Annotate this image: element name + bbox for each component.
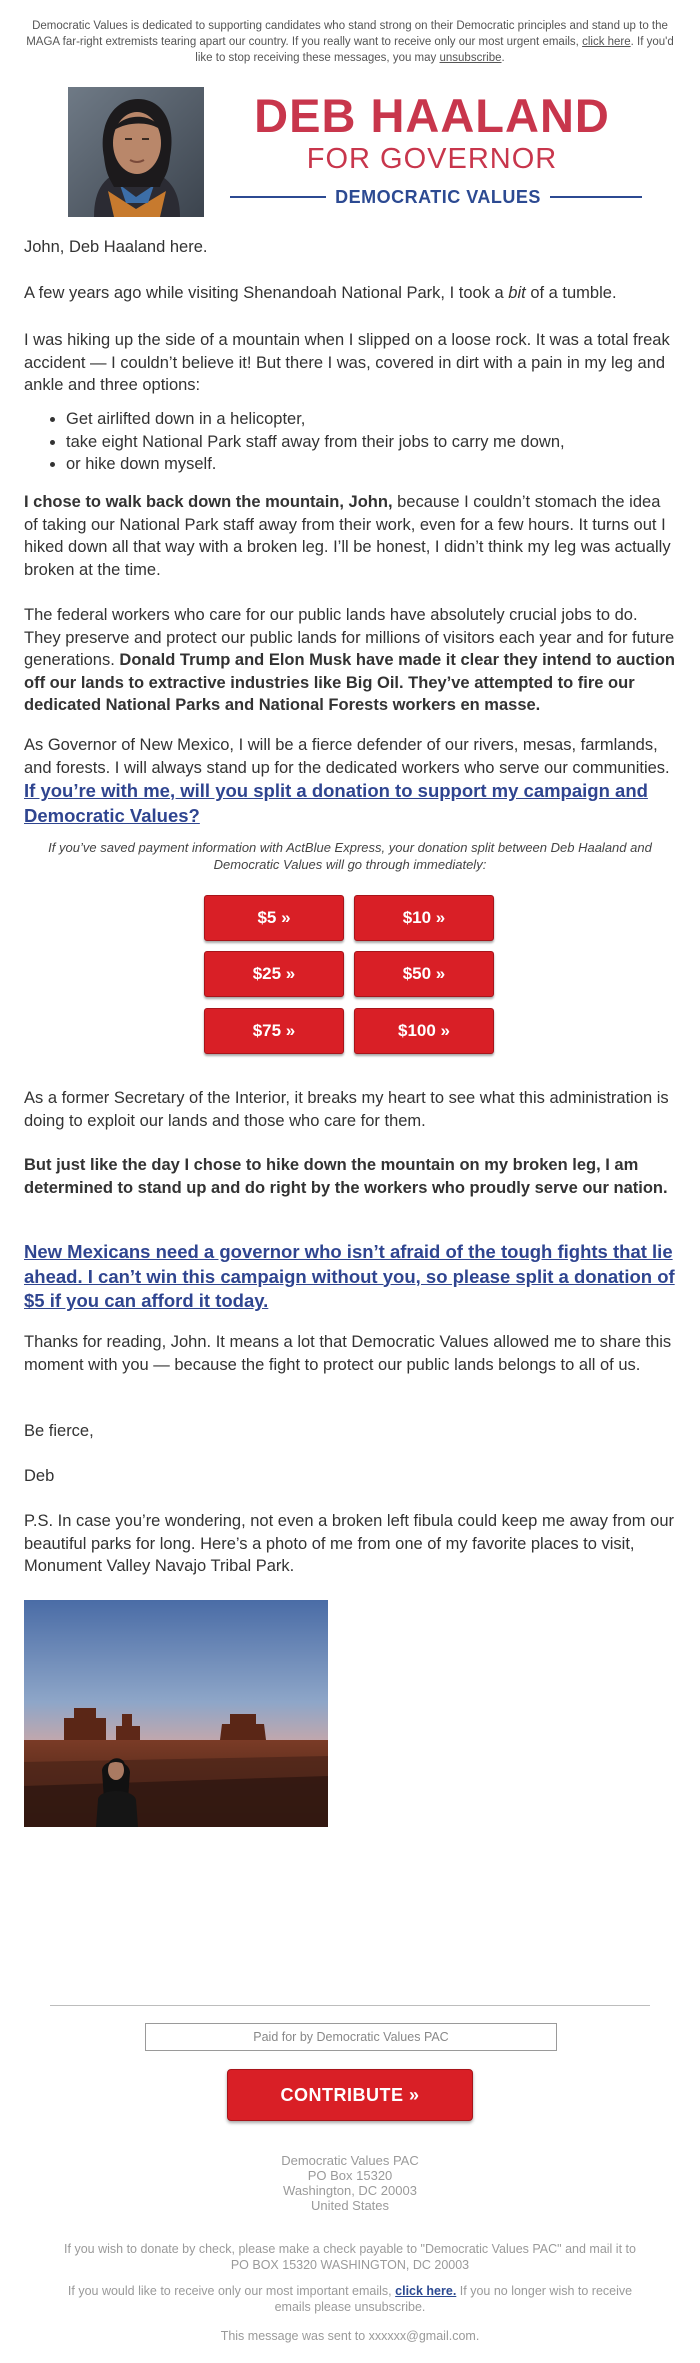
campaign-header bbox=[68, 84, 628, 220]
org-logo: DEMOCRATIC VALUES bbox=[335, 187, 541, 207]
split-donation-link[interactable]: If you’re with me, will you split a donation to support my campaign and Democratic Values? bbox=[24, 780, 648, 826]
donate-5-button[interactable]: $5 » bbox=[204, 895, 344, 941]
header-disclaimer: Democratic Values is dedicated to supporting candidates who stand strong on their Democratic principles and stand up to the MAGA far-right extremists tearing apart our country. If you really want to receive only our most urgent emails, click here. If you'd like to stop receiving these messages, you may unsubscribe. bbox=[26, 20, 674, 64]
check-donation-note: If you wish to donate by check, please make a check payable to "Democratic Values PAC" and mail it to PO BOX 15320 WASHINGTON, DC 20003 bbox=[64, 2242, 636, 2272]
signature: Deb bbox=[24, 1467, 55, 1485]
options-list bbox=[24, 408, 676, 476]
candidate-name: DEB HAALAND bbox=[254, 89, 610, 142]
unsubscribe-link[interactable]: unsubscribe bbox=[439, 52, 502, 64]
paragraph-federal-workers: The federal workers who care for our public lands have absolutely crucial jobs to do. They preserve and protect our public lands for millions of visitors each year and for future generations. Donald Trump and Elon Musk have made it clear they intend to auction off our lands to extractive industries like Big Oil. They’ve attempted to fire our dedicated National Parks and National Forests workers en masse. bbox=[24, 606, 675, 714]
donate-75-button[interactable]: $75 » bbox=[204, 1008, 344, 1054]
candidate-office: FOR GOVERNOR bbox=[306, 143, 558, 175]
important-emails-link[interactable]: click here. bbox=[395, 2284, 457, 2298]
monument-valley-photo bbox=[24, 1600, 328, 1827]
list-item: • or hike down myself. bbox=[66, 453, 676, 476]
list-item: • take eight National Park staff away from their jobs to carry me down, bbox=[66, 431, 676, 454]
deb-haaland-portrait bbox=[68, 87, 204, 217]
paragraph-new-mexicans bbox=[24, 1240, 676, 1314]
click-here-link[interactable]: click here bbox=[582, 36, 631, 48]
list-item: • Get airlifted down in a helicopter, bbox=[66, 408, 676, 431]
greeting: John, Deb Haaland here. bbox=[24, 238, 208, 256]
email-preferences-note: If you would like to receive only our most important emails, click here. If you no longer wish to receive emails please unsubscribe. bbox=[67, 2284, 633, 2314]
paragraph-tumble: A few years ago while visiting Shenandoah National Park, I took a bit of a tumble. bbox=[24, 284, 617, 302]
contribute-button[interactable]: CONTRIBUTE » bbox=[227, 2069, 473, 2121]
paragraph-chose-to-walk: I chose to walk back down the mountain, John, because I couldn’t stomach the idea of taking our National Park staff away from their work, even for a few hours. It turns out I hiked down all that way with a broken leg. I’ll be honest, I didn’t think my leg was actually broken at the time. bbox=[24, 493, 671, 579]
donate-10-button[interactable]: $10 » bbox=[354, 895, 494, 941]
paragraph-governor: As Governor of New Mexico, I will be a fierce defender of our rivers, mesas, farmlands, and forests. I will always stand up for the dedicated workers who serve our communities. If you’re with me, will you split a donation to support my campaign and Democratic Values? bbox=[24, 736, 670, 826]
paragraph-determined: But just like the day I chose to hike down the mountain on my broken leg, I am determined to stand up and do right by the workers who proudly serve our nation. bbox=[24, 1156, 668, 1197]
footer-divider bbox=[50, 2005, 650, 2006]
postscript: P.S. In case you’re wondering, not even a broken left fibula could keep me away from our beautiful parks for long. Here’s a photo of me from one of my favorite places to visit, Monument Valley Navajo Tribal Park. bbox=[24, 1512, 674, 1575]
paragraph-secretary: As a former Secretary of the Interior, it breaks my heart to see what this administration is doing to exploit our lands and those who care for them. bbox=[24, 1089, 669, 1130]
divider-left bbox=[230, 196, 326, 198]
divider-right bbox=[550, 196, 642, 198]
paid-for-disclaimer: Paid for by Democratic Values PAC bbox=[145, 2023, 557, 2051]
donate-100-button[interactable]: $100 » bbox=[354, 1008, 494, 1054]
donate-50-button[interactable]: $50 » bbox=[354, 951, 494, 997]
signoff: Be fierce, bbox=[24, 1422, 94, 1440]
donate-25-button[interactable]: $25 » bbox=[204, 951, 344, 997]
paragraph-thanks: Thanks for reading, John. It means a lot that Democratic Values allowed me to share this moment with you — because the fight to protect our public lands belongs to all of us. bbox=[24, 1333, 672, 1374]
donate-5-link[interactable]: New Mexicans need a governor who isn’t afraid of the tough fights that lie ahead. I can’t win this campaign without you, so please split a donation of $5 if you can afford it today. bbox=[24, 1241, 675, 1311]
mailing-address: Democratic Values PAC PO Box 15320 Washington, DC 20003 United States bbox=[281, 2153, 419, 2213]
sent-to-note: This message was sent to xxxxxx@gmail.com. bbox=[220, 2329, 480, 2343]
actblue-express-note: If you’ve saved payment information with ActBlue Express, your donation split between Deb Haaland and Democratic Values will go through immediately: bbox=[48, 840, 652, 872]
paragraph-hiking: I was hiking up the side of a mountain when I slipped on a loose rock. It was a total freak accident — I couldn’t believe it! But there I was, covered in dirt with a pain in my leg and ankle and three options: bbox=[24, 331, 670, 394]
